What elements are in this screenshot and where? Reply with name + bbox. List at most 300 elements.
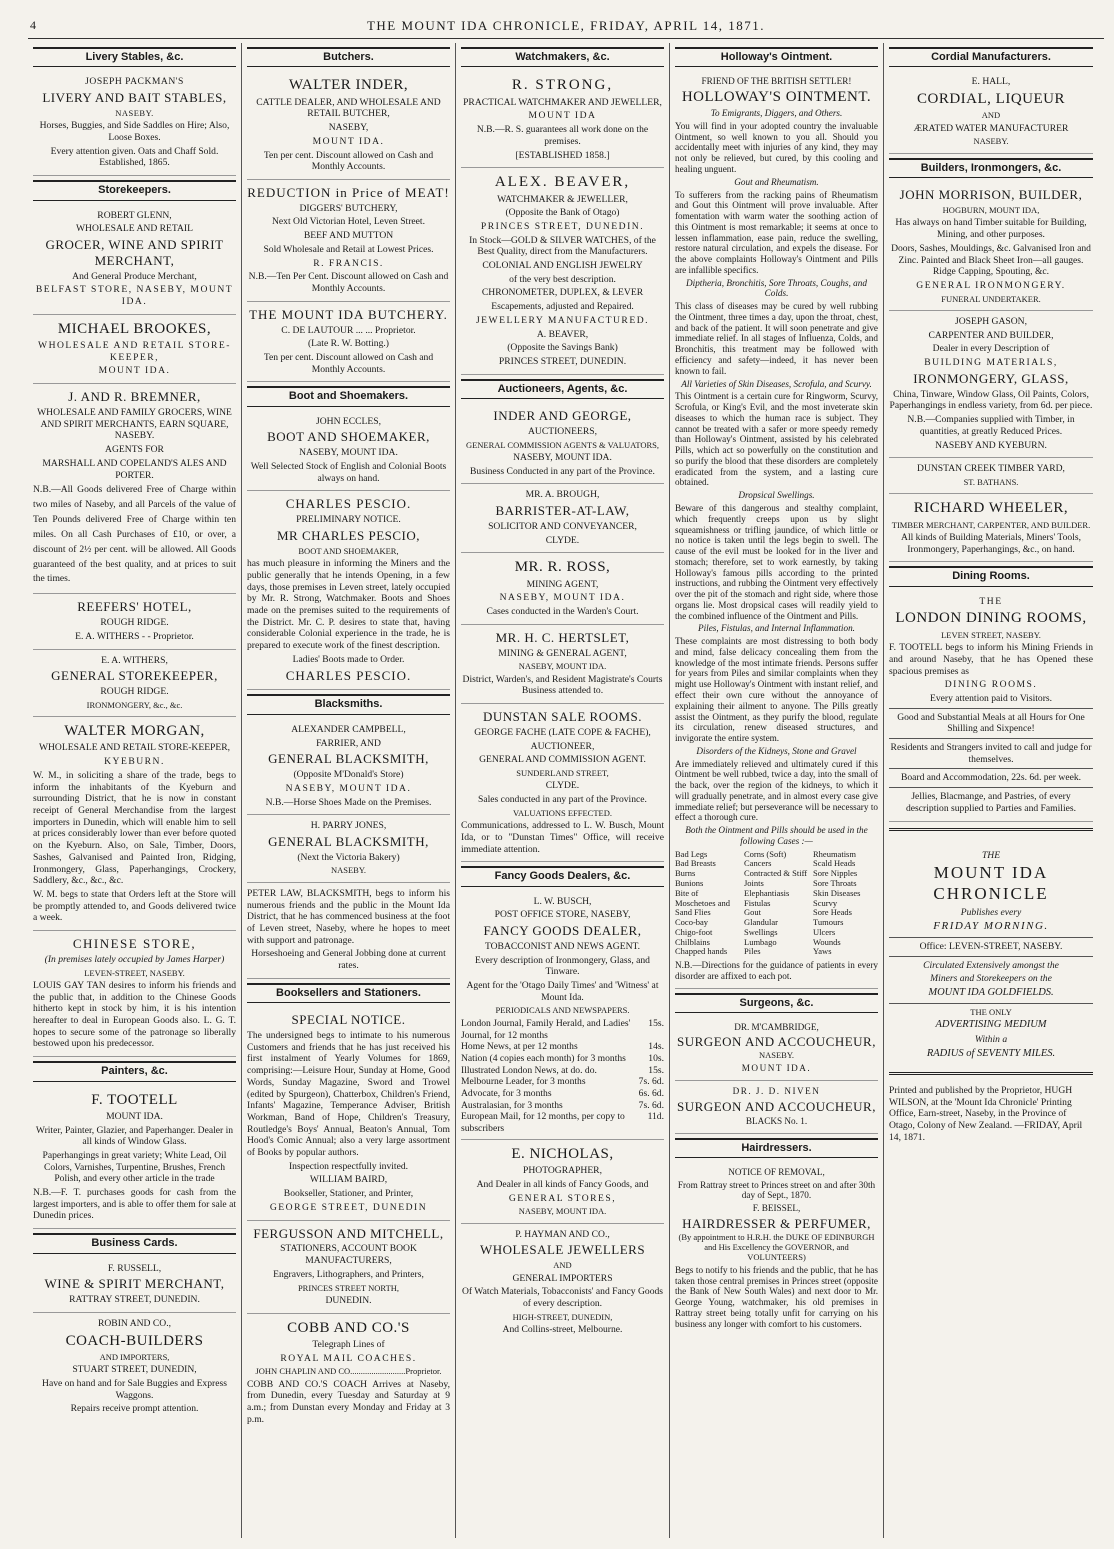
section-heading: Painters, &c. [33, 1061, 236, 1081]
ad-line: JEWELLERY MANUFACTURED. [475, 314, 650, 326]
column-4 [670, 43, 884, 1538]
case-item: Scald Heads [813, 858, 856, 869]
ad-title: LIVERY AND BAIT STABLES, [42, 90, 227, 106]
ad-special-notice [247, 1007, 450, 1220]
ad-line: ST. BATHANS. [963, 476, 1019, 487]
ad-title: DUNSTAN SALE ROOMS. [482, 709, 643, 725]
ad-line: MOUNT IDA. [98, 365, 171, 377]
ad-body: has much pleasure in informing the Miners and the public generally that he intends Opening, in a few days, those premises in Leven street, lately occupied by Mr. R. Strong, Watchmaker. Boots and Shoes made on the premises suited to the requirements of the District. Mr. C. P. desires to state that, having considerable Colonial experience in the trade, he is prepared to execute work of the finest description. [247, 558, 450, 652]
ad-holloway [675, 71, 878, 989]
ad-line: NASEBY. [758, 1050, 795, 1061]
price-value: 7s. 6d. [638, 1076, 664, 1088]
ad-line: TOBACCONIST AND NEWS AGENT. [484, 940, 641, 952]
ad-line: Have on hand and for Sale Buggies and Express Waggons. [42, 1377, 227, 1401]
ad-brough [461, 484, 664, 553]
section-heading: Auctioneers, Agents, &c. [461, 379, 664, 399]
ad-line: NASEBY AND KYEBURN. [935, 439, 1047, 451]
ad-line: (By appointment to H.R.H. the DUKE OF EDINBURGH and His Excellency the GOVERNOR, and VOLUNTEERS) [678, 1232, 875, 1262]
ad-title: MR. H. C. HERTSLET, [495, 629, 630, 645]
ad-line: N.B.—R. S. guarantees all work done on the premises. [476, 124, 649, 147]
ad-tootell [33, 1086, 236, 1230]
ad-title: WALTER INDER, [288, 77, 409, 94]
ad-line: BLACKS No. 1. [745, 1116, 808, 1127]
ad-line: Every description of Ironmongery, Glass, and Tinware. [475, 954, 650, 978]
case-item: Bunions [675, 878, 704, 888]
ad-title: GROCER, WINE AND SPIRIT MERCHANT, [45, 236, 224, 268]
ad-title: WINE & SPIRIT MERCHANT, [44, 1276, 225, 1292]
case-item: Tumours [813, 917, 844, 928]
ad-line: Sales conducted in any part of the Province. [478, 794, 647, 806]
ad-line: (Opposite the Savings Bank) [507, 342, 618, 354]
ad-line: CHARLES PESCIO. [285, 667, 412, 683]
ad-line: JOSEPH GASON, [955, 316, 1027, 328]
ad-line: DUNEDIN. [325, 1294, 372, 1306]
ad-morgan [33, 717, 236, 931]
ad-line: NASEBY, MOUNT IDA. [299, 447, 398, 459]
ad-line: AUCTIONEERS, [527, 425, 598, 437]
subhead: Disorders of the Kidneys, Stone and Gravel [696, 745, 857, 756]
ad-line: NASEBY. [973, 136, 1009, 147]
ad-body: To sufferers from the racking pains of Rheumatism and Gout this Ointment will prove invaluable. After fomentation with warm water the soothing action of this Ointment is most remarkable; it seems at once to lessen inflammation, ease pain, reduce the swelling, restore natural circulation, and expels the disease. For the above complaints Holloway's Ointment and Pills are infallible specifics. [675, 189, 878, 275]
ad-line: Doors, Sashes, Mouldings, &c. Galvanised Iron and Zinc. Painted and Black Sheet Iron—all gauges. Ridge Capping, Spouting, &c. [891, 242, 1091, 278]
price-value: 15s. [648, 1064, 664, 1076]
ad-hertslet [461, 625, 664, 704]
ad-line: Circulated Extensively amongst the [923, 959, 1059, 971]
price-row [461, 1088, 664, 1100]
ad-line: BELFAST STORE, NASEBY, MOUNT IDA. [35, 284, 234, 308]
ad-line: Horseshoeing and General Jobbing done at current rates. [251, 948, 446, 972]
ad-line: N.B.—Ten Per Cent. Discount allowed on Cash and Monthly Accounts. [248, 271, 449, 294]
ad-line: [ESTABLISHED 1858.] [515, 149, 610, 161]
case-item: Corns (Soft) [744, 848, 787, 859]
ad-body: The undersigned begs to intimate to his numerous Customers and friends that he has just received his first instalment of Yearly Volumes for 1869, comprising:—Leisure Hour, Sunday at Home, Good Words, Sunday Magazine, Sword and Trowel (edited by Spurgeon), Chatterbox, Children's Friend, Infants' Magazine, Temperance Adviser, British Workman, Band of Hope, Children's Treasury, Routledge's Boys' Annual, Beaton's Annual, Tom Hood's Comic Annual; also a very large assortment of Books by popular authors. [247, 1030, 450, 1159]
ad-title: WALTER MORGAN, [64, 723, 205, 740]
ad-line: Within a [974, 1033, 1008, 1045]
ad-line: And Dealer in all kinds of Fancy Goods, and [476, 1178, 649, 1190]
ad-title: MR. R. ROSS, [514, 559, 611, 576]
ad-body: Beware of this dangerous and stealthy complaint, which frequently creeps upon us by slight squeamishness or trifling jaundice, of which little or no notice is taken until the legs begin to swell. The cause of the evil must be looked for in the liver and stomach; therefore, set to work earnestly, by taking Holloway's famous pills according to the printed instructions, and rubbing the Ointment very effectively over the pit of the stomach and right side, where those organs lie. Most dropsical cases will readily yield to the combined influence of the Ointment and Pills. [675, 502, 878, 621]
price-item: Melbourne Leader, for 3 months [461, 1076, 586, 1088]
ad-line: NOTICE OF REMOVAL, [728, 1166, 825, 1177]
ad-line: SOLICITOR AND CONVEYANCER, [488, 520, 637, 532]
ad-title: HOLLOWAY'S OINTMENT. [681, 88, 872, 105]
page-number: 4 [30, 18, 38, 32]
price-row [461, 1018, 664, 1041]
ad-line: NASEBY, MOUNT IDA. [499, 592, 626, 604]
ad-butchery [247, 302, 450, 383]
ad-line: In Stock—GOLD & SILVER WATCHES, of the Best Quality, direct from the Manufacturers. [469, 234, 656, 258]
ad-line: NASEBY, MOUNT IDA. [518, 661, 607, 672]
ad-line: THE ONLY [970, 1006, 1012, 1017]
ad-title: COBB AND CO.'S [287, 1319, 410, 1336]
ad-title: FERGUSSON AND MITCHELL, [253, 1225, 444, 1241]
ad-body: LOUIS GAY TAN desires to inform his friends and the public that, in addition to the Chinese Goods hitherto kept in stock by him, it is his intention hereafter to deal in European Goods also. L. G. T. hopes to secure some of the patronage so liberally bestowed upon his predecessor. [33, 979, 236, 1050]
section-heading: Cordial Manufacturers. [889, 47, 1093, 67]
ad-line: N.B.—Horse Shoes Made on the Premises. [265, 796, 432, 808]
ad-line: NASEBY, [328, 122, 369, 134]
ad-line: AGENTS FOR [105, 444, 164, 456]
ad-line: Every attention given. Oats and Chaff Sold. Established, 1865. [50, 145, 219, 169]
ad-line: ALEXANDER CAMPBELL, [291, 723, 406, 735]
ad-title: GENERAL BLACKSMITH, [268, 751, 429, 767]
ad-line: GENERAL STORES, [508, 1192, 617, 1204]
ad-line: R. FRANCIS. [313, 257, 384, 269]
ad-line: Board and Accommodation, 22s. 6d. per week. [900, 772, 1082, 784]
ad-line: Sold Wholesale and Retail at Lowest Prices. [263, 243, 434, 255]
ad-title: CHINESE STORE, [72, 936, 197, 952]
ad-line: (Next the Victoria Bakery) [297, 851, 400, 863]
ad-title: COACH-BUILDERS [65, 1332, 204, 1349]
ad-line: E. HALL, [971, 76, 1011, 88]
ad-title: J. AND R. BREMNER, [68, 389, 201, 405]
column-3 [456, 43, 670, 1538]
price-value: 10s. [648, 1052, 664, 1064]
ad-nicholas [461, 1140, 664, 1224]
ad-line: RADIUS of SEVENTY MILES. [926, 1047, 1056, 1059]
ad-line: MARSHALL AND COPELAND'S ALES AND PORTER. [42, 457, 227, 481]
ad-line: JOHN CHAPLIN AND CO..........................Proprietor. [255, 1366, 442, 1377]
ad-line: KYEBURN. [104, 756, 165, 768]
ad-jones [247, 815, 450, 883]
ad-line: CLYDE. [545, 780, 580, 792]
ad-line: Ladies' Boots made to Order. [292, 653, 405, 665]
case-item: Chilblains [675, 936, 710, 947]
columns [28, 43, 1104, 1538]
ad-packman [33, 71, 236, 176]
price-row [461, 1076, 664, 1088]
ad-reduction [247, 180, 450, 302]
ad-line: Business Conducted in any part of the Province. [470, 465, 655, 477]
ad-line: Good and Substantial Meals at all Hours for One Shilling and Sixpence! [897, 711, 1085, 735]
ad-line: MR. A. BROUGH, [525, 489, 600, 501]
ad-line: AND [981, 110, 1001, 121]
ad-line: Writer, Painter, Glazier, and Paperhanger. Dealer in all kinds of Window Glass. [35, 1124, 234, 1148]
ad-body: W. M., in soliciting a share of the trade, begs to inform the inhabitants of the Kyeburn and surrounding District, that he is now in constant receipt of General Merchandise from the largest importers in Dunedin, which will enable him to sell at prices considerably lower than ever before quoted on the Kyeburn. Also, on Sale, Timber, Doors, Sashes, Galvanised and Painted Iron, Ridging, Ironmongery, Glass, Paperhangings, Crockery, Saddlery, &c., &c., &c. [33, 769, 236, 887]
ad-line: ROYAL MAIL COACHES. [280, 1352, 417, 1364]
ad-line: E. A. WITHERS - - Proprietor. [75, 630, 194, 642]
price-row [461, 1100, 664, 1112]
ad-line: HOGBURN, MOUNT IDA, [942, 205, 1040, 216]
ad-line: AND [553, 1260, 572, 1271]
ad-line: AND IMPORTERS, [99, 1351, 170, 1362]
ad-line: Miners and Storekeepers on the [930, 973, 1052, 985]
ad-line: Every attention paid to Visitors. [929, 692, 1053, 704]
ad-line: WHOLESALE AND RETAIL STORE-KEEPER, [38, 742, 231, 754]
price-item: Advocate, for 3 months [461, 1088, 552, 1100]
section-heading: Fancy Goods Dealers, &c. [461, 866, 664, 886]
ad-title: THE MOUNT IDA BUTCHERY. [249, 306, 448, 322]
ad-line: And General Produce Merchant, [72, 270, 197, 282]
ad-line: PRINCES STREET, DUNEDIN. [480, 220, 645, 232]
subhead: Gout and Rheumatism. [734, 176, 819, 187]
ad-dunstan-sale-rooms [461, 704, 664, 862]
ad-line: PRACTICAL WATCHMAKER AND JEWELLER, [463, 96, 662, 108]
ad-line: GENERAL AND COMMISSION AGENT. [479, 754, 646, 766]
section-heading: Storekeepers. [33, 180, 236, 200]
price-value: 7s. 6d. [638, 1099, 664, 1111]
ad-title: BOOT AND SHOEMAKER, [267, 429, 430, 445]
price-item: Australasian, for 3 months [461, 1099, 563, 1111]
case-item: Elephantiasis [744, 887, 790, 898]
ad-body: This class of diseases may be cured by well rubbing the Ointment, three times a day, upon the throat, chest, and back of the patient. It will soon penetrate and give immediate relief. In all stages of Influenza, Colds, and Bronchitis, this treatment may be followed with efficiency and safety—indeed, it has never been known to fail. [675, 301, 878, 376]
ad-reefers [33, 594, 236, 649]
ad-busch [461, 891, 664, 1140]
ad-line: POST OFFICE STORE, NASEBY, [494, 909, 631, 921]
ad-body: W. M. begs to state that Orders left at the Store will be promptly attended to, and Goods delivered twice a week. [33, 888, 236, 924]
ad-line: Telegraph Lines of [312, 1338, 385, 1350]
ad-chinese-store [33, 931, 236, 1057]
ad-line: F. RUSSELL, [107, 1262, 162, 1274]
case-item: Bad Legs [675, 848, 708, 859]
ad-inder [247, 71, 450, 180]
subhead: Diptheria, Bronchitis, Sore Throats, Coughs, and Colds. [686, 277, 867, 299]
ad-line: District, Warden's, and Resident Magistrate's Courts Business attended to. [462, 673, 663, 697]
ad-line: Paperhangings in great variety; White Lead, Oil Colors, Varnishes, Turpentine, Brushes, French Polish, and every other article in the trade [42, 1149, 227, 1185]
ad-body: These complaints are most distressing to both body and mind, false delicacy concealing them from the knowledge of the most intimate friends. Persons suffer for years from Piles and similar complaints when they might use Holloway's Ointment with instant relief, and effect their own cure without the annoyance of explaining their ailment to anyone. The Pills greatly assist the Ointment, as they purify the blood, regulate its circulation, renew diseased structures, and invigorate the entire system. [675, 636, 878, 744]
ad-body: Begs to notify to his friends and the public, that he has taken those central premises in Princes street (opposite the Bank of New South Wales) and next door to Mr. George Young, watchmaker, his old premises in Rattray street being totally unfit for carrying on his business any longer with comfort to his customers. [675, 1264, 878, 1329]
ad-line: Jellies, Blacmange, and Pastries, of every description supplied to Parties and Families. [906, 791, 1076, 814]
ad-line: P. HAYMAN AND CO., [515, 1228, 610, 1240]
ad-line: Of Watch Materials, Tobacconists' and Fancy Goods of every description. [461, 1286, 664, 1309]
case-item: Yaws [813, 946, 832, 957]
ad-body: You will find in your adopted country the invaluable Ointment, so well known to you all. Should you accidentally meet with injuries of any kind, they may not only be relieved, but cured, by this cooling and healing unguent. [675, 120, 878, 174]
ad-body: Communications, addressed to L. W. Busch, Mount Ida, or to "Dunstan Times" Office, will receive immediate attention. [461, 820, 664, 855]
ad-line: NASEBY. [330, 865, 367, 876]
ad-line: And Collins-street, Melbourne. [502, 1324, 623, 1336]
subhead: Piles, Fistulas, and Internal Inflammation. [698, 623, 855, 634]
price-value: 11d. [647, 1111, 664, 1123]
ad-fergusson [247, 1221, 450, 1314]
ad-title: WHOLESALE JEWELLERS [479, 1242, 646, 1258]
ad-body: PETER LAW, BLACKSMITH, begs to inform his numerous friends and the public in the Mount Ida District, that he has commenced business at the foot of Leven street, Naseby, where he hopes to meet with support and patronage. [247, 887, 450, 946]
case-item: Piles [744, 946, 761, 957]
ad-line: Escapements, adjusted and Repaired. [491, 301, 634, 313]
ad-withers [33, 650, 236, 718]
ad-line: DIGGERS' BUTCHERY, [299, 202, 398, 214]
ad-line: DINING ROOMS. [944, 679, 1038, 691]
section-heading: Boot and Shoemakers. [247, 386, 450, 406]
ad-title: E. NICHOLAS, [511, 1145, 614, 1162]
ad-line: H. PARRY JONES, [310, 820, 387, 832]
subhead: Dropsical Swellings. [738, 490, 815, 501]
ad-niven [675, 1081, 878, 1134]
ad-line: FRIEND OF THE BRITISH SETTLER! [701, 75, 852, 86]
ad-line: NASEBY, MOUNT IDA. [518, 1206, 607, 1217]
ad-line: FUNERAL UNDERTAKER. [941, 293, 1041, 304]
ad-line: ADVERTISING MEDIUM [935, 1019, 1047, 1031]
ad-beaver [461, 168, 664, 374]
ad-dunstan-timber [889, 458, 1093, 494]
ad-body: N.B.—Directions for the guidance of patients in every disorder are affixed to each pot. [675, 960, 878, 981]
imprint: Printed and published by the Proprietor, HUGH WILSON, at the 'Mount Ida Chronicle' Printing Office, Earn-street, Naseby, in the Province of Otago, Colony of New Zealand. —FRIDAY, April 14, 1871. [889, 1084, 1083, 1143]
ad-line: of the very best description. [509, 273, 616, 285]
section-heading: Builders, Ironmongers, &c. [889, 158, 1093, 178]
price-item: Illustrated London News, at do. do. [461, 1064, 597, 1076]
ad-line: Office: LEVEN-STREET, NASEBY. [919, 940, 1063, 952]
ad-line: COLONIAL AND ENGLISH JEWELRY [482, 260, 643, 272]
price-item: European Mail, for 12 months, per copy to subscribers [461, 1111, 625, 1135]
case-item: Lumbago [744, 936, 777, 947]
ad-line: BUILDING MATERIALS, [924, 357, 1058, 369]
ad-line: Bookseller, Stationer, and Printer, [283, 1188, 414, 1200]
ad-line: GEORGE FACHE (LATE COPE & FACHE), [474, 726, 651, 738]
ad-title: MR CHARLES PESCIO, [277, 528, 420, 544]
ad-line: CHRONOMETER, DUPLEX, & LEVER [481, 287, 644, 299]
ad-body: COBB AND CO.'S COACH Arrives at Naseby, from Dunedin, every Tuesday and Saturday at 9 a.m.; from Dunstan every Monday and Friday at 3 p.m. [247, 1378, 450, 1425]
ad-line: CLYDE. [545, 534, 580, 546]
ad-line: MOUNT IDA [528, 110, 597, 122]
ad-line: ROUGH RIDGE. [100, 617, 169, 629]
ad-line: PERIODICALS AND NEWSPAPERS. [495, 1005, 630, 1016]
ad-line: THE [981, 849, 1001, 861]
price-row [461, 1053, 664, 1065]
case-item: Skin Diseases [813, 887, 861, 898]
section-heading: Butchers. [247, 47, 450, 67]
ad-line: PHOTOGRAPHER, [523, 1165, 602, 1177]
ad-inder-george [461, 403, 664, 484]
ad-title: RICHARD WHEELER, [913, 500, 1069, 517]
ad-line: MOUNT IDA. [312, 135, 385, 147]
section-heading: Watchmakers, &c. [461, 47, 664, 67]
ad-title: SURGEON AND ACCOUCHEUR, [677, 1034, 876, 1050]
subhead: All Varieties of Skin Diseases, Scrofula, and Scurvy. [681, 378, 872, 389]
ad-line: MINING AGENT, [526, 578, 599, 590]
ad-line: TIMBER MERCHANT, CARPENTER, AND BUILDER. [891, 519, 1091, 530]
case-item: Sore Throats [813, 878, 857, 888]
section-heading: Hairdressers. [675, 1138, 878, 1158]
ad-line: Agent for the 'Otago Daily Times' and 'Witness' at Mount Ida. [466, 980, 659, 1003]
section-heading: Dining Rooms. [889, 566, 1093, 586]
ad-wheeler [889, 494, 1093, 562]
section-heading: Surgeons, &c. [675, 993, 878, 1013]
case-item: Chigo-foot [675, 926, 713, 937]
ad-line: Inspection respectfully invited. [288, 1160, 409, 1172]
case-item: Cancers [744, 858, 772, 869]
ad-line: MINING & GENERAL AGENT, [498, 647, 627, 659]
ad-line: BOOT AND SHOEMAKER, [298, 545, 399, 556]
ad-hall [889, 71, 1093, 153]
ad-russell [33, 1258, 236, 1313]
ad-title: CORDIAL, LIQUEUR [917, 91, 1065, 108]
ad-line: PRINCES STREET NORTH, [297, 1282, 400, 1293]
ad-line: L. W. BUSCH, [533, 895, 592, 907]
ad-line: (Opposite the Bank of Otago) [505, 207, 620, 219]
ad-line: ÆRATED WATER MANUFACTURER [913, 122, 1069, 134]
column-5 [884, 43, 1098, 1538]
ad-line: F. BEISSEL, [752, 1203, 801, 1214]
subhead: To Emigrants, Diggers, and Others. [710, 108, 843, 119]
ad-title: ALEX. BEAVER, [494, 174, 631, 191]
price-item: Nation (4 copies each month) for 3 months [461, 1052, 626, 1064]
ad-line: (Late R. W. Botting.) [307, 338, 389, 350]
ad-line: LEVEN STREET, NASEBY. [941, 629, 1041, 640]
column-2 [242, 43, 456, 1538]
ad-line: JOSEPH PACKMAN'S [85, 76, 184, 88]
price-list [461, 1018, 664, 1135]
ad-gason [889, 311, 1093, 458]
ad-title: SPECIAL NOTICE. [291, 1012, 406, 1028]
ad-line: Publishes every [960, 906, 1022, 918]
ad-line: NASEBY, MOUNT IDA. [285, 782, 412, 794]
ad-line: ROUGH RIDGE. [100, 686, 169, 698]
ad-title: JOHN MORRISON, BUILDER, [899, 187, 1083, 203]
ad-line: PRINCES STREET, DUNEDIN. [498, 355, 627, 367]
ad-line: All kinds of Building Materials, Miners' Tools, Ironmongery, Paperhangings, &c., on hand. [901, 531, 1081, 555]
ad-brookes [33, 315, 236, 384]
ad-line: DR. M'CAMBRIDGE, [734, 1021, 819, 1032]
ad-pescio [247, 491, 450, 690]
case-item: Sore Heads [813, 907, 852, 918]
ad-line: N.B.—Companies supplied with Timber, in quantities, at greatly Reduced Prices. [907, 414, 1075, 437]
ad-line: FARRIER, AND [316, 737, 381, 749]
ad-title: FANCY GOODS DEALER, [483, 923, 642, 939]
ad-line: NASEBY. [115, 107, 154, 118]
section-heading: Livery Stables, &c. [33, 47, 236, 67]
price-item: London Journal, Family Herald, and Ladies' Journal, for 12 months [461, 1017, 631, 1041]
ad-robin [33, 1313, 236, 1421]
section-heading: Blacksmiths. [247, 694, 450, 714]
ad-london-dining [889, 591, 1093, 822]
ad-line: STATIONERS, ACCOUNT BOOK MANUFACTURERS, [280, 1243, 417, 1267]
section-heading: Holloway's Ointment. [675, 47, 878, 67]
ad-line: WATCHMAKER & JEWELLER, [497, 193, 628, 205]
price-value: 6s. 6d. [638, 1088, 664, 1100]
ad-line: JOHN ECCLES, [315, 415, 382, 427]
case-item: Gout [744, 907, 761, 918]
case-item: Fistulas [744, 897, 771, 908]
ad-line: SUNDERLAND STREET, [516, 768, 609, 779]
ad-eccles [247, 411, 450, 492]
ad-line: MOUNT IDA. [741, 1063, 812, 1074]
column-1 [28, 43, 242, 1538]
ad-line: CARPENTER AND BUILDER, [928, 329, 1054, 341]
ad-body: F. TOOTELL begs to inform his Mining Friends in and around Naseby, that he has Opened these spacious premises as [889, 642, 1093, 677]
ad-line: C. DE LAUTOUR ... ... Proprietor. [281, 324, 416, 336]
price-item: Home News, at per 12 months [461, 1041, 578, 1053]
case-item: Sore Nipples [813, 868, 858, 879]
price-row [461, 1111, 664, 1134]
masthead-title: THE MOUNT IDA CHRONICLE, FRIDAY, APRIL 14, 1871. [366, 18, 766, 33]
ad-line: LEVEN-STREET, NASEBY. [84, 967, 185, 978]
ad-line: FRIDAY MORNING. [933, 920, 1049, 933]
ad-line: DR. J. D. NIVEN [732, 1086, 821, 1097]
ad-line: WILLIAM BAIRD, [309, 1174, 388, 1186]
section-heading: Booksellers and Stationers. [247, 983, 450, 1003]
ad-chronicle [889, 837, 1093, 1067]
ad-line: VALUATIONS EFFECTED. [512, 807, 613, 818]
ad-title: REEFERS' HOTEL, [77, 599, 192, 615]
ad-title: INDER AND GEORGE, [493, 408, 632, 424]
ad-ross [461, 553, 664, 624]
ad-line: ROBIN AND CO., [97, 1317, 172, 1329]
ad-peter-law [247, 883, 450, 979]
case-item: Ulcers [813, 926, 836, 937]
section-heading: Business Cards. [33, 1233, 236, 1253]
ad-body: N.B.—F. T. purchases goods for cash from the largest importers, and is able to offer them for sale at Dunedin prices. [33, 1187, 236, 1222]
ad-line: WHOLESALE AND RETAIL STORE-KEEPER, [38, 340, 231, 363]
ad-line: A. BEAVER, [536, 328, 589, 340]
ad-morrison [889, 182, 1093, 311]
ad-line: E. A. WITHERS, [101, 654, 168, 666]
ad-title: F. TOOTELL [91, 1091, 178, 1108]
ad-line: STUART STREET, DUNEDIN, [72, 1364, 197, 1376]
ad-line: THE [979, 595, 1003, 607]
ad-mccambridge [675, 1017, 878, 1082]
case-item: Coco-bay [675, 917, 709, 928]
price-value: 14s. [648, 1041, 664, 1053]
price-row [461, 1065, 664, 1077]
ad-line: ROBERT GLENN, [97, 209, 172, 221]
